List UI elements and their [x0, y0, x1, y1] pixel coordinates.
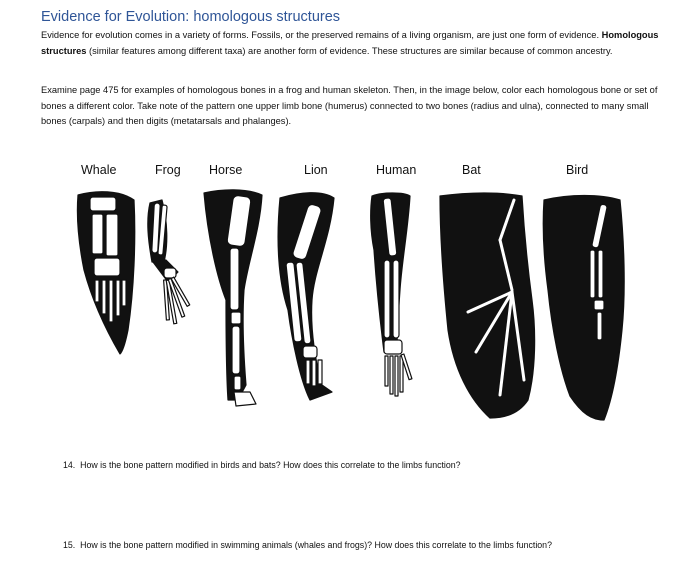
- lion-carpals: [303, 346, 317, 358]
- human-digit: [385, 356, 388, 386]
- human-ulna: [393, 260, 399, 338]
- human-digit: [390, 356, 393, 394]
- human-carpals: [384, 340, 402, 354]
- human-radius: [384, 260, 390, 338]
- horse-radius: [230, 248, 239, 310]
- label-frog: Frog: [155, 163, 181, 177]
- horse-cannon-bone: [232, 326, 240, 374]
- whale-digit: [95, 280, 99, 302]
- horse-carpals: [231, 312, 241, 324]
- page-title: Evidence for Evolution: homologous structures: [41, 9, 341, 25]
- whale-humerus: [90, 197, 116, 211]
- whale-digit: [116, 280, 120, 316]
- bat-wing: [440, 193, 535, 418]
- horse-hoof: [234, 392, 256, 406]
- question-text: How is the bone pattern modified in birds and bats? How does this correlate to the limbs function?: [80, 460, 461, 470]
- intro-bold-term: Homologous structures: [41, 30, 659, 56]
- bird-digits: [597, 312, 602, 340]
- label-bird: Bird: [566, 163, 589, 177]
- intro-text-start: Evidence for evolution comes in a variety of forms. Fossils, or the preserved remains of a living organism, are just one form of evidence.: [41, 30, 602, 40]
- whale-digit: [109, 280, 113, 322]
- label-human: Human: [376, 163, 417, 177]
- bird-radius: [590, 250, 595, 298]
- human-arm: [371, 193, 412, 396]
- question-14: [63, 460, 461, 470]
- lion-digit: [312, 360, 316, 386]
- label-bat: Bat: [462, 163, 481, 177]
- bird-carpals: [594, 300, 604, 310]
- lion-digit: [306, 360, 310, 384]
- horse-leg: [204, 190, 262, 406]
- whale-radius: [92, 214, 103, 254]
- bird-wing: [543, 196, 624, 421]
- frog-carpals: [164, 268, 176, 278]
- horse-phalanges: [234, 376, 241, 390]
- human-digit: [395, 356, 398, 396]
- label-lion: Lion: [304, 163, 328, 177]
- whale-flipper: [77, 192, 134, 354]
- instructions-paragraph: Examine page 475 for examples of homologous bones in a frog and human skeleton. Then, in the image below, color each homologous bone or set of bones a different color. Take note of the pattern one upper limb bone (humerus) connected to two bones (radius and ulna), connected to many small bones (carpals) and then digits (metatarsals and phalanges).: [41, 85, 658, 126]
- intro-text-end: (similar features among different taxa) are another form of evidence. These structures are similar because of common ancestry.: [86, 45, 613, 56]
- label-whale: Whale: [81, 163, 117, 177]
- whale-digit: [122, 280, 126, 306]
- whale-carpals: [94, 258, 120, 276]
- whale-ulna: [106, 214, 118, 256]
- question-number: 15.: [63, 540, 76, 550]
- bird-ulna: [598, 250, 603, 298]
- lion-digit: [318, 360, 322, 384]
- frog-forelimb: [148, 200, 190, 324]
- whale-digit: [102, 280, 106, 314]
- question-number: 14.: [63, 460, 76, 470]
- question-15: [63, 540, 552, 550]
- lion-leg: [278, 193, 334, 400]
- label-horse: Horse: [209, 163, 243, 177]
- question-text: How is the bone pattern modified in swimming animals (whales and frogs)? How does this correlate to the limbs function?: [80, 540, 552, 550]
